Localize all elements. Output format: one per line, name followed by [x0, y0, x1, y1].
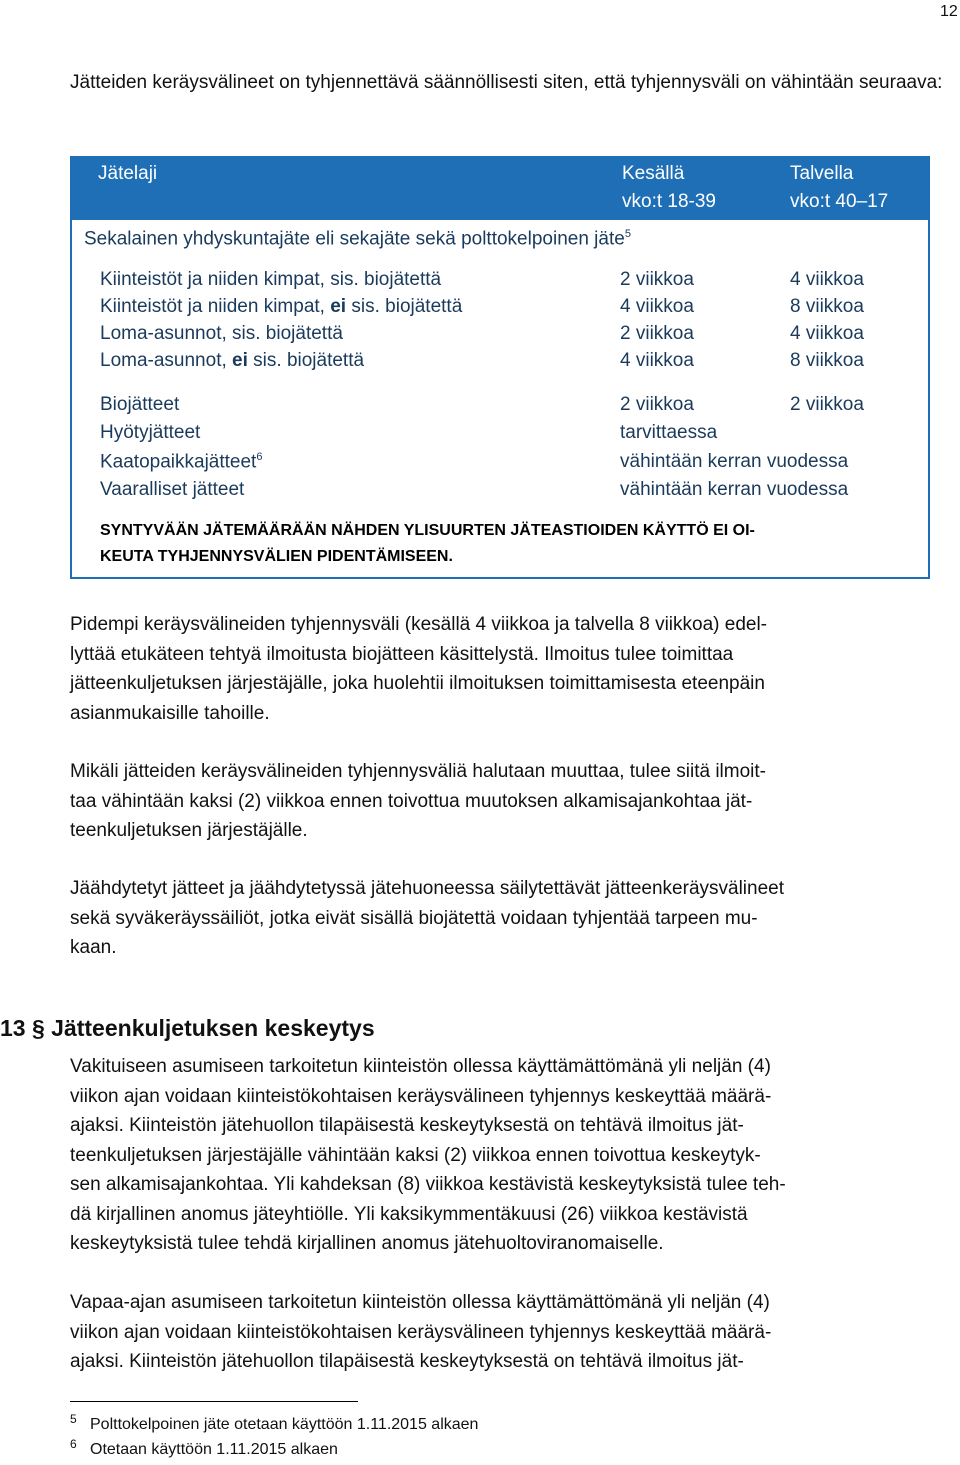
- text-line: Pidempi keräysvälineiden tyhjennysväli (kesällä 4 viikkoa ja talvella 8 viikkoa) edel-: [70, 614, 767, 635]
- row-label: [100, 451, 262, 473]
- row-summer: 2 viikkoa: [620, 323, 694, 344]
- text-line: kaan.: [70, 937, 117, 958]
- row-label-emphasis: ei: [330, 296, 347, 317]
- text-line: ajaksi. Kiinteistön jätehuollon tilapäisestä keskeytyksestä on tehtävä ilmoitus jät-: [70, 1351, 744, 1372]
- header-waste-type: Jätelaji: [98, 163, 158, 184]
- paragraph-permanent-residence: [70, 1052, 950, 1259]
- text-line: ajaksi. Kiinteistön jätehuollon tilapäisestä keskeytyksestä on tehtävä ilmoitus jät-: [70, 1115, 744, 1136]
- header-winter-title: Talvella: [790, 163, 854, 184]
- footnote-ref-5: 5: [624, 228, 631, 240]
- row-label: Biojätteet: [100, 394, 180, 415]
- text-line: teenkuljetuksen järjestäjälle.: [70, 820, 308, 841]
- row-summer: 4 viikkoa: [620, 350, 694, 371]
- header-summer-title: Kesällä: [622, 163, 685, 184]
- text-line: Jäähdytetyt jätteet ja jäähdytetyssä jätehuoneessa säilytettävät jätteenkeräysvälineet: [70, 878, 784, 899]
- text-line: Vakituiseen asumiseen tarkoitetun kiinteistön ollessa käyttämättömänä yli neljän (4): [70, 1056, 771, 1077]
- text-line: sekä syväkeräyssäiliöt, jotka eivät sisällä biojätettä voidaan tyhjentää tarpeen mu-: [70, 907, 758, 929]
- row-summer: 4 viikkoa: [620, 296, 694, 317]
- row-winter: 8 viikkoa: [790, 350, 864, 371]
- footnote-ref-6: 6: [256, 451, 263, 463]
- text-line: Vapaa-ajan asumiseen tarkoitetun kiinteistön ollessa käyttämättömänä yli neljän (4): [70, 1292, 770, 1313]
- text-line: sen alkamisajankohtaa. Yli kahdeksan (8) viikkoa kestävistä keskeytyksistä tulee teh-: [70, 1174, 786, 1195]
- header-summer-weeks: vko:t 18-39: [622, 191, 716, 212]
- paragraph-change-interval: [70, 757, 950, 846]
- footnote-number: 6: [70, 1437, 77, 1451]
- text-line: Mikäli jätteiden keräysvälineiden tyhjennysväliä halutaan muuttaa, tulee siitä ilmoit-: [70, 761, 766, 782]
- paragraph-holiday-residence: [70, 1288, 950, 1377]
- row-label: Vaaralliset jätteet: [100, 479, 245, 500]
- footnote-text: Polttokelpoinen jäte otetaan käyttöön 1.11.2015 alkaen: [90, 1416, 479, 1433]
- text-line: viikon ajan voidaan kiinteistökohtaisen keräysvälineen tyhjennys keskeyttää määrä-: [70, 1321, 772, 1343]
- row-label: [100, 350, 364, 372]
- footnote-number: 5: [70, 1412, 77, 1426]
- footnote-divider: [70, 1401, 358, 1402]
- warning-note: [100, 518, 900, 570]
- row-label-text: Kaatopaikkajätteet: [100, 451, 257, 473]
- paragraph-longer-interval: [70, 610, 950, 728]
- row-label-emphasis: ei: [232, 350, 248, 371]
- text-line: teenkuljetuksen järjestäjälle vähintään kaksi (2) viikkoa ennen toivottua keskeytyk-: [70, 1144, 761, 1166]
- row-winter: 8 viikkoa: [790, 296, 864, 317]
- row-label: Kiinteistöt ja niiden kimpat, sis. biojätettä: [100, 269, 442, 290]
- page-number: 12: [940, 3, 958, 20]
- section-title-text: Sekalainen yhdyskuntajäte eli sekajäte sekä polttokelpoinen jäte: [84, 228, 625, 250]
- row-winter: 4 viikkoa: [790, 269, 864, 290]
- row-interval: vähintään kerran vuodessa: [620, 479, 849, 500]
- row-label: Hyötyjätteet: [100, 422, 201, 443]
- row-label: [100, 296, 462, 318]
- row-winter: 4 viikkoa: [790, 323, 864, 344]
- text-line: taa vähintään kaksi (2) viikkoa ennen toivottua muutoksen alkamisajankohtaa jät-: [70, 790, 753, 812]
- row-label-part: Kiinteistöt ja niiden kimpat,: [100, 296, 331, 317]
- row-label: Loma-asunnot, sis. biojätettä: [100, 323, 343, 344]
- text-line: asianmukaisille tahoille.: [70, 702, 270, 724]
- row-interval: tarvittaessa: [620, 422, 718, 443]
- text-line: lyttää etukäteen tehtyä ilmoitusta biojätteen käsittelystä. Ilmoitus tulee toimittaa: [70, 643, 734, 665]
- emptying-interval-table: [70, 156, 930, 579]
- text-line: jätteenkuljetuksen järjestäjälle, joka huolehtii ilmoituksen toimittamisesta eteenpäin: [70, 673, 765, 694]
- section-title: [84, 228, 631, 250]
- row-winter: 2 viikkoa: [790, 394, 864, 415]
- row-summer: 2 viikkoa: [620, 394, 694, 415]
- footnote-text: Otetaan käyttöön 1.11.2015 alkaen: [90, 1441, 338, 1458]
- row-interval: vähintään kerran vuodessa: [620, 451, 849, 472]
- row-summer: 2 viikkoa: [620, 269, 694, 290]
- table-header: [72, 158, 928, 220]
- header-winter-weeks: vko:t 40–17: [790, 191, 889, 212]
- paragraph-refrigerated-waste: [70, 874, 950, 963]
- text-line: viikon ajan voidaan kiinteistökohtaisen keräysvälineen tyhjennys keskeyttää määrä-: [70, 1085, 772, 1107]
- section-heading: 13 § Jätteenkuljetuksen keskeytys: [0, 1015, 375, 1041]
- text-line: keskeytyksistä tulee tehdä kirjallinen anomus jätehuoltoviranomaiselle.: [70, 1233, 664, 1254]
- warning-line: SYNTYVÄÄN JÄTEMÄÄRÄÄN NÄHDEN YLISUURTEN JÄTEASTIOIDEN KÄYTTÖ EI OI-: [100, 522, 755, 539]
- intro-paragraph: Jätteiden keräysvälineet on tyhjennettävä säännöllisesti siten, että tyhjennysväli on vähintään seuraava:: [70, 72, 943, 93]
- text-line: dä kirjallinen anomus jäteyhtiölle. Yli kaksikymmentäkuusi (26) viikkoa kestävistä: [70, 1203, 748, 1225]
- row-label-part: sis. biojätettä: [346, 296, 463, 317]
- warning-line: KEUTA TYHJENNYSVÄLIEN PIDENTÄMISEEN.: [100, 548, 453, 565]
- row-label-part: Loma-asunnot,: [100, 350, 233, 371]
- row-label-part: sis. biojätettä: [247, 350, 365, 371]
